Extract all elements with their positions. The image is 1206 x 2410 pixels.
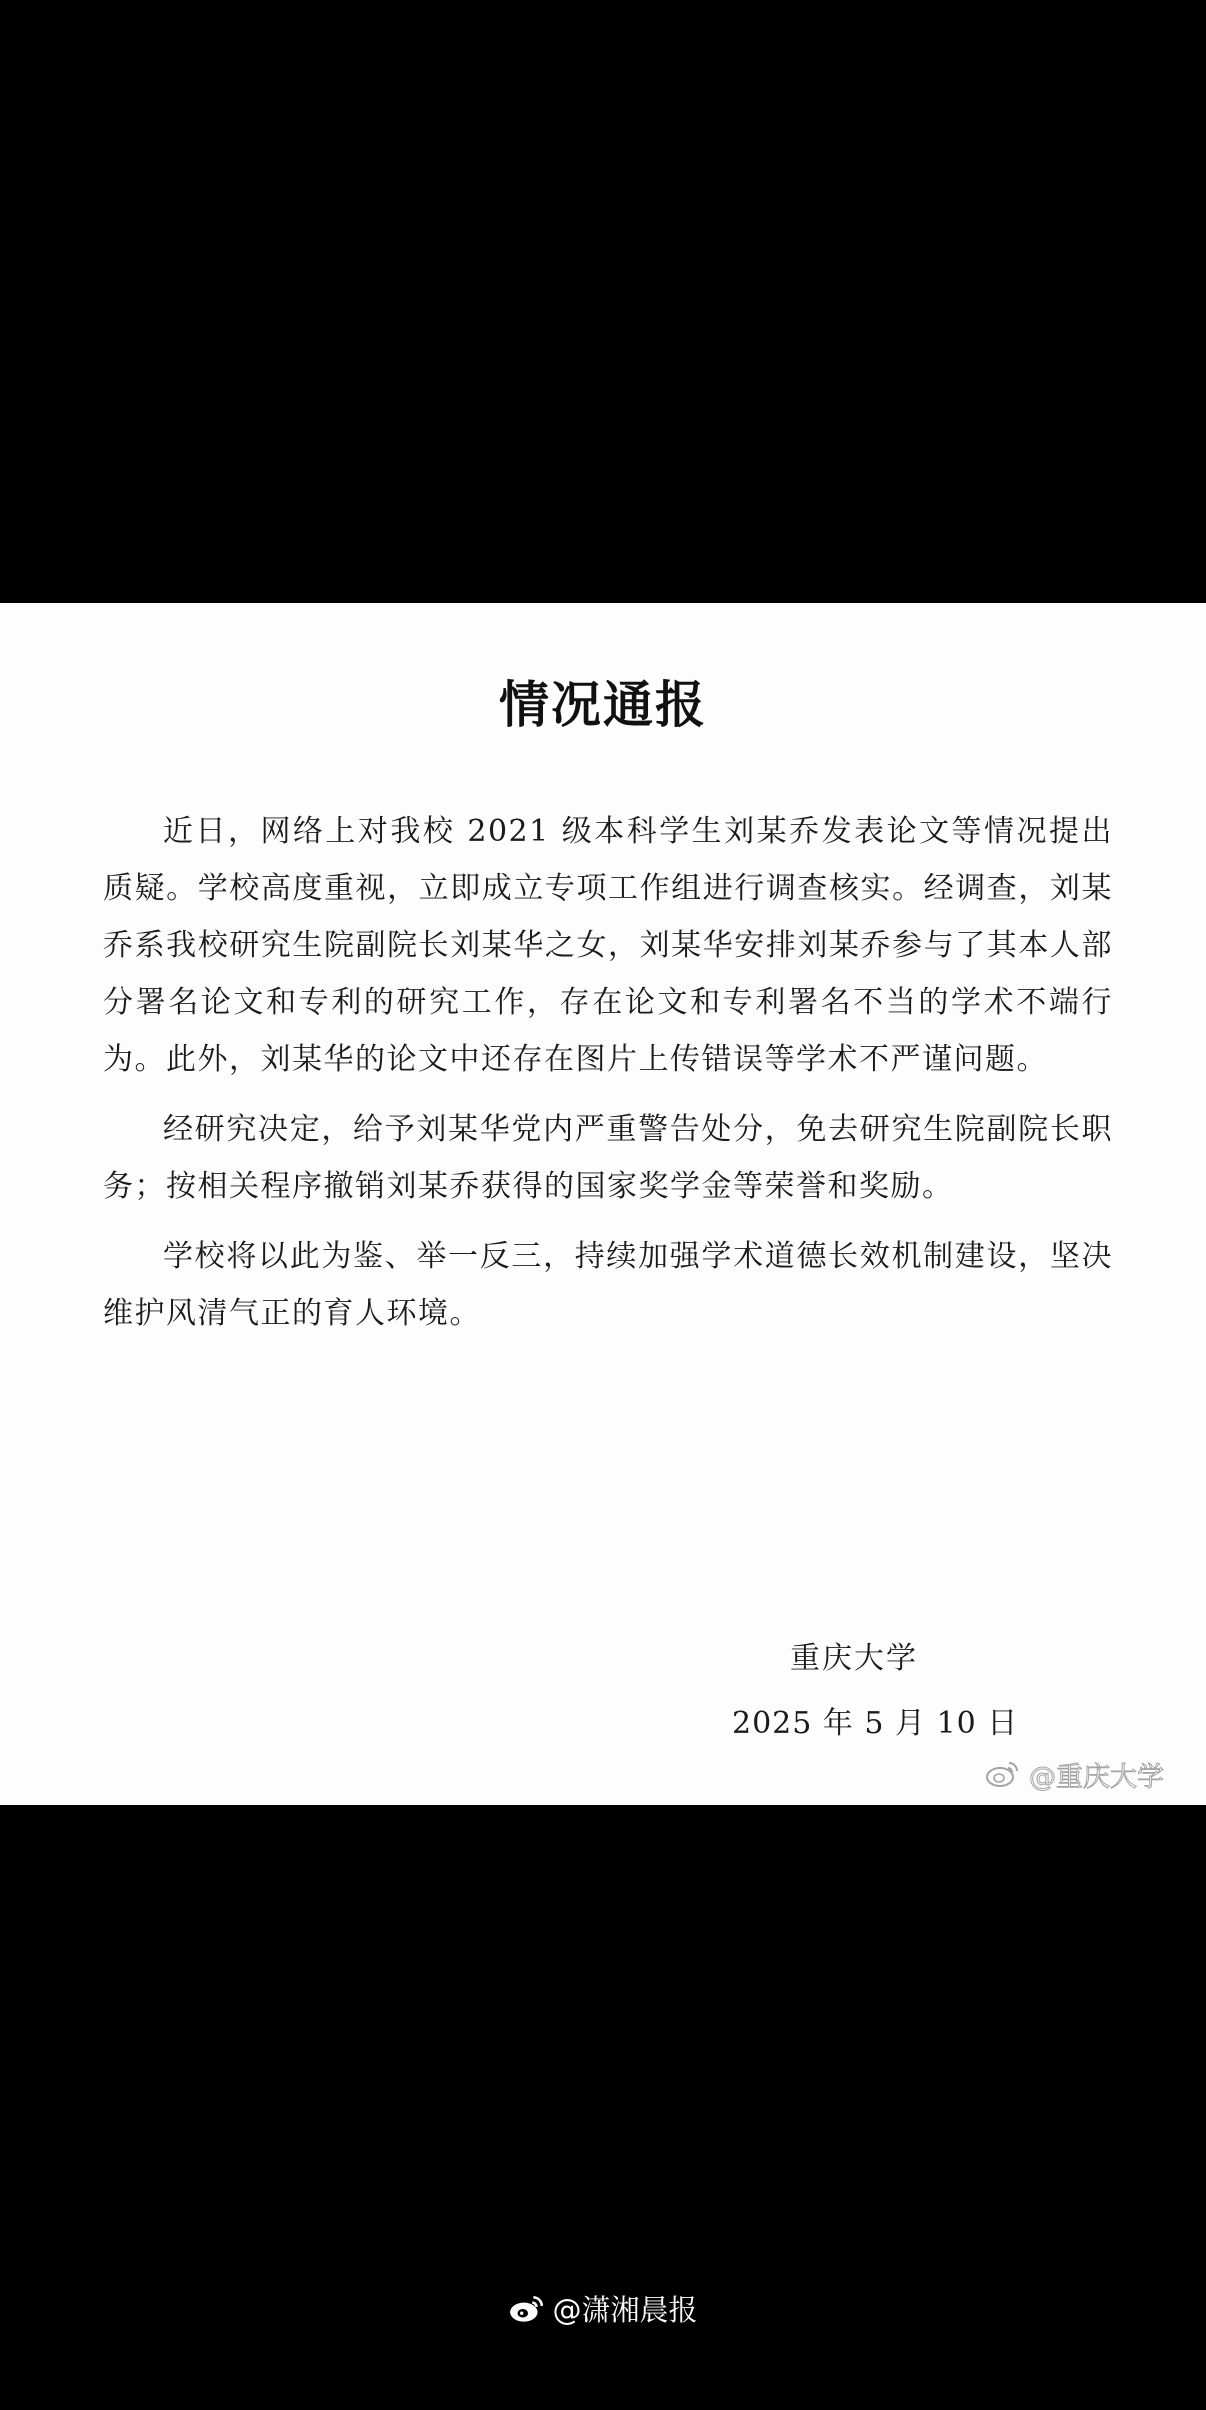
footer-watermark-text: @潇湘晨报 (552, 2293, 698, 2327)
notice-paragraph-1: 近日，网络上对我校 2021 级本科学生刘某乔发表论文等情况提出质疑。学校高度重视，立即成立专项工作组进行调查核实。经调查，刘某乔系我校研究生院副院长刘某华之女，刘某华安排刘某乔参与了其本人部分署名论文和专利的研究工作，存在论文和专利署名不当的学术不端行为。此外，刘某华的论文中还存在图片上传错误等学术不严谨问题。 (103, 814, 1113, 1077)
notice-title: 情况通报 (499, 675, 707, 734)
footer-watermark (0, 2288, 1206, 2329)
weibo-icon (985, 1759, 1023, 1791)
document-watermark (985, 1755, 1164, 1794)
weibo-icon (508, 2293, 546, 2325)
notice-paragraph-2: 经研究决定，给予刘某华党内严重警告处分，免去研究生院副院长职务；按相关程序撤销刘某乔获得的国家奖学金等荣誉和奖励。 (103, 1112, 1113, 1204)
notice-body (103, 803, 1113, 1355)
signature-organization: 重庆大学 (790, 1641, 918, 1676)
notice-document (0, 603, 1206, 1805)
notice-paragraph-3: 学校将以此为鉴、举一反三，持续加强学术道德长效机制建设，坚决维护风清气正的育人环境。 (103, 1239, 1113, 1331)
signature-date: 2025 年 5 月 10 日 (732, 1706, 1019, 1741)
document-watermark-text: @重庆大学 (1029, 1762, 1164, 1793)
